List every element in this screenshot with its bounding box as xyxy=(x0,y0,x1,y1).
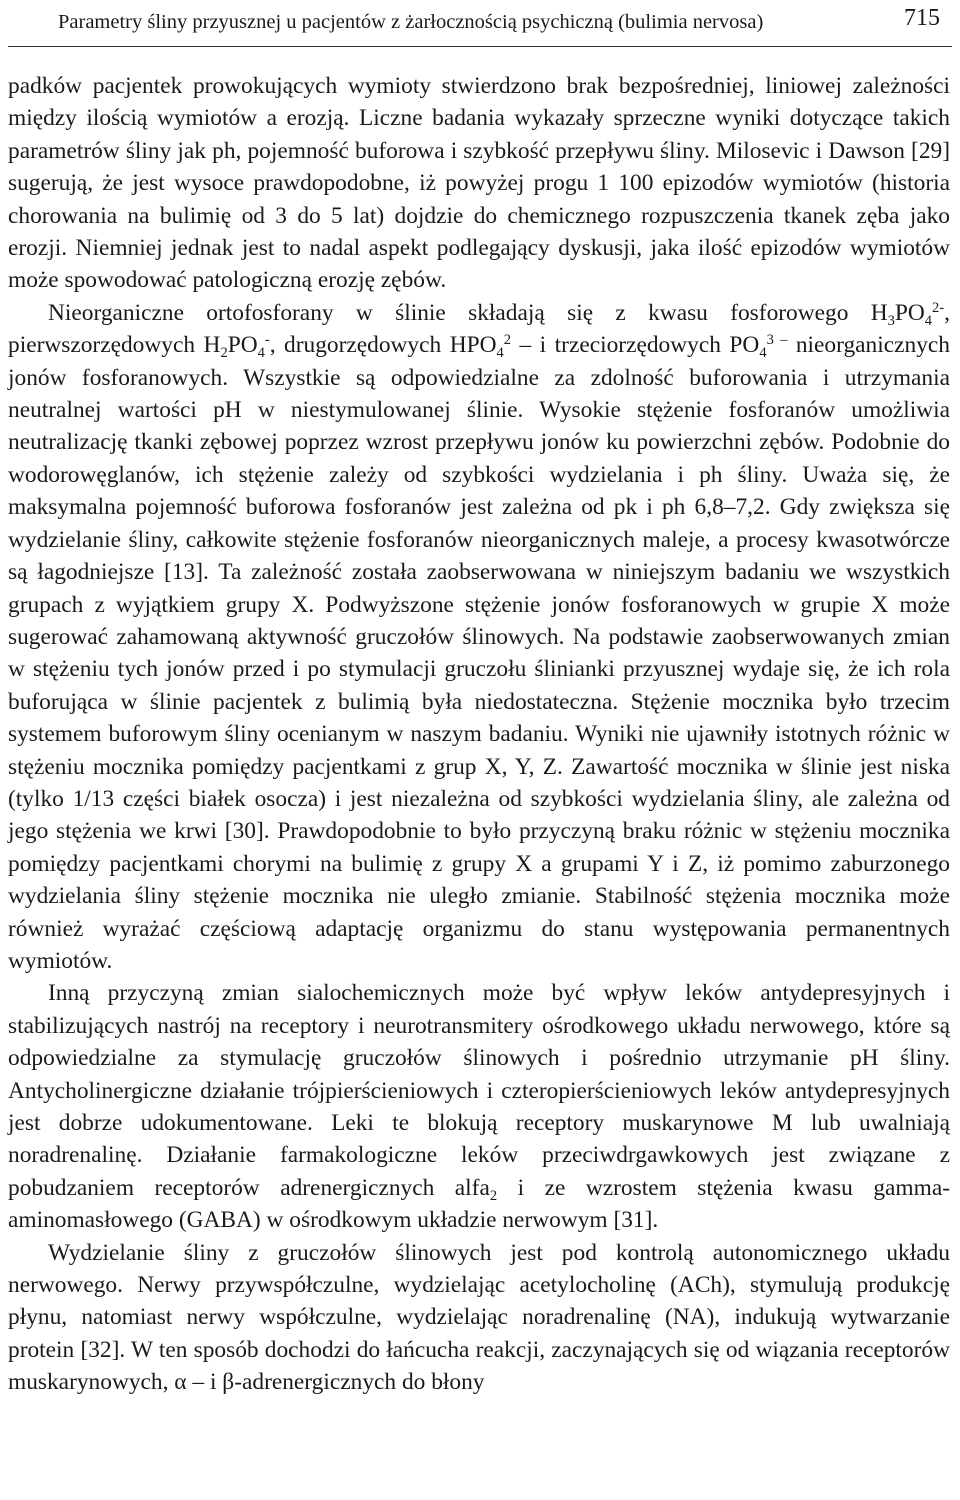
paragraph-4 xyxy=(8,1237,950,1399)
paragraph-4-text: Wydzielanie śliny z gruczołów ślinowych jest pod kontrolą autonomicznego układu nerwowego. Nerwy przywspółczulne, wydzielając acetylocholinę (ACh), stymulują produkcję płynu, natomiast nerwy współczulne, wydzielając noradrenalinę (NA), indukują wytwarzanie protein [32]. W ten sposób dochodzi do łańcucha reakcji, zaczynających się od wiązania receptorów muskarynowych, α – i β-adrenergicznych do błony xyxy=(8,1239,950,1396)
p2-text: PO xyxy=(894,299,925,326)
paragraph-3 xyxy=(8,977,950,1236)
p2-sub: 4 xyxy=(257,345,265,362)
p3-text-a: Inną przyczyną zmian sialochemicznych może być wpływ leków antydepresyjnych i stabilizujących nastrój na receptory i neurotransmitery ośrodkowego układu nerwowego, które są odpowiedzialne za stymulację gruczołów ślinowych i pośrednio utrzymanie pH śliny. Antycholinergiczne działanie trójpierścieniowych i czteropierścieniowych leków antydepresyjnych jest dobrze udokumentowane. Leki te blokują receptory muskarynowe M lub uwalniają noradrenalinę. Działanie farmakologiczne leków przeciwdrgawkowych jest związane z pobudzaniem receptorów adrenergicznych alfa xyxy=(8,980,950,1201)
p2-sup: - xyxy=(264,332,270,349)
p2-sub: 2 xyxy=(220,345,228,362)
running-title: Parametry śliny przyusznej u pacjentów z żarłocznością psychiczną (bulimia nervosa) xyxy=(58,11,764,33)
p2-sub: 3 xyxy=(887,312,895,329)
p2-sup: 2 xyxy=(503,332,511,349)
running-header xyxy=(8,0,952,47)
p2-sup: 3 – xyxy=(766,332,788,349)
paragraph-2 xyxy=(8,297,950,978)
p2-intro: Nieorganiczne ortofosforany w ślinie składają się z kwasu fosforowego H xyxy=(48,299,888,326)
paragraph-1-text: padków pacjentek prowokujących wymioty stwierdzono brak bezpośredniej, liniowej zależności między ilością wymiotów a erozją. Liczne badania wykazały sprzeczne wyniki dotyczące takich parametrów śliny jak ph, pojemność buforowa i szybkość przepływu śliny. Milosevic i Dawson [29] sugerują, że jest wysoce prawdopodobne, iż powyżej progu 1 100 epizodów wymiotów (historia chorowania na bulimię od 3 do 5 lat) dojdzie do chemicznego rozpuszczenia tkanek zęba jako erozji. Niemniej jednak jest to nadal aspekt podlegający dyskusji, jaka ilość epizodów wymiotów może spowodować patologiczną erozję zębów. xyxy=(8,73,950,294)
p2-text: – i trzeciorzędowych PO xyxy=(511,332,760,359)
p3-sub: 2 xyxy=(489,1187,498,1204)
p3-text-b: i ze wzrostem stężenia kwasu gamma-aminomasłowego (GABA) w ośrodkowym układzie nerwowym [31]. xyxy=(8,1174,950,1234)
p2-rest: nieorganicznych jonów fosforanowych. Wszystkie są odpowiedzialne za zdolność buforowania i utrzymania neutralnej wartości pH w niestymulowanej ślinie. Wysokie stężenie fosforanów umożliwia neutralizację tkanki zębowej poprzez wzrost przepływu jonów ku powierzchni zębów. Podobnie do wodorowęglanów, ich stężenie zależy od szybkości wydzielania i ph śliny. Uważa się, że maksymalna pojemność buforowa fosforanów jest zależna od pk i ph 6,8–7,2. Gdy zwiększa się wydzielanie śliny, całkowite stężenie fosforanów nieorganicznych maleje, a procesy kwasotwórcze są łagodniejsze [13]. Ta zależność została zaobserwowana w niniejszym badaniu we wszystkich grupach z wyjątkiem grupy X. Podwyższone stężenie jonów fosforanowych w grupie X może sugerować zahamowaną aktywność gruczołów ślinowych. Na podstawie zaobserwowanych zmian w stężeniu tych jonów przed i po stymulacji gruczołu ślinianki przyusznej wydaje się, że ich rola buforująca w ślinie pacjentek z bulimią była niedostateczna. Stężenie mocznika było trzecim systemem buforowym śliny ocenianym w naszym badaniu. Wyniki nie ujawniły istotnych różnic w stężeniu mocznika pomiędzy pacjentkami z grup X, Y, Z. Zawartość mocznika w ślinie jest niska (tylko 1/13 części białek osocza) i jest niezależna od szybkości wydzielania śliny, ale zależna od jego stężenia we krwi [30]. Prawdopodobnie to było przyczyną braku różnic w stężeniu mocznika pomiędzy pacjentkami chorymi na bulimię z grupy X a grupami Y i Z, iż pomimo zaburzonego wydzielania śliny stężenie mocznika nie uległo zmianie. Stabilność stężenia mocznika może również wyrażać częściową adaptację organizmu do stanu występowania permanentnych wymiotów. xyxy=(8,332,950,974)
p2-text: PO xyxy=(227,332,258,359)
p2-sub: 4 xyxy=(924,312,933,329)
p2-text: , drugorzędowych HPO xyxy=(269,332,497,359)
paragraph-1 xyxy=(8,70,950,297)
p2-sup: 2- xyxy=(932,299,945,316)
p2-sub: 4 xyxy=(759,345,767,362)
body-text xyxy=(8,70,950,1399)
page-number: 715 xyxy=(904,5,940,31)
p2-text: , pierwszorzędowych H xyxy=(8,299,950,359)
p2-sub: 4 xyxy=(496,345,504,362)
